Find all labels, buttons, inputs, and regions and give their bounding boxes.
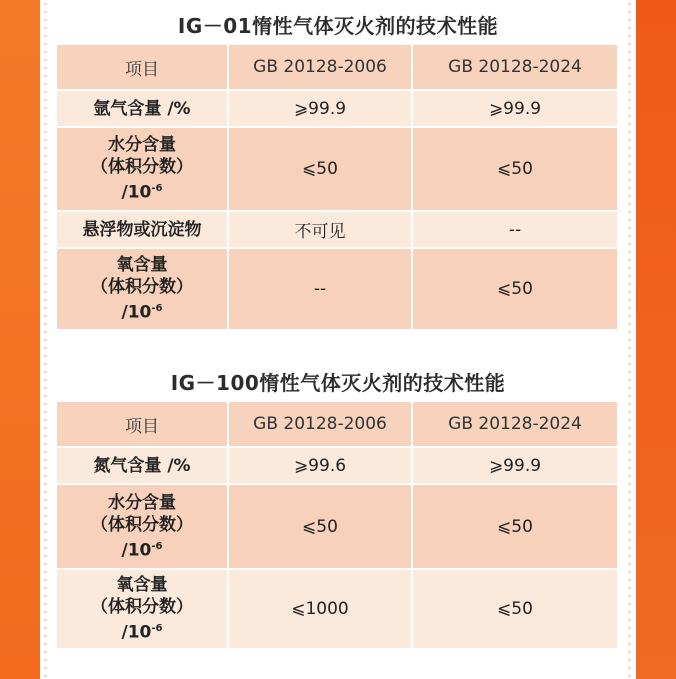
label-line: 水分含量 (108, 135, 176, 156)
ig01-spec-table (56, 44, 618, 330)
cell-2006: 不可见 (228, 211, 412, 248)
row-label (56, 248, 228, 330)
cell-2006: ⩽50 (228, 484, 412, 569)
cell-2006: ⩽1000 (228, 569, 412, 649)
label-line: $/10^{-6}$ (121, 302, 163, 323)
label-line: $/10^{-6}$ (121, 540, 163, 561)
header-item: 项目 (56, 44, 228, 90)
row-label: 氩气含量 /% (56, 90, 228, 127)
dotted-line-left (44, 0, 47, 679)
ig100-spec-table (56, 401, 618, 649)
superscript: -6 (151, 183, 163, 195)
cell-2024: ⩽50 (412, 127, 618, 211)
table-header-row (56, 401, 618, 447)
label-line: $/10^{-6}$ (121, 622, 163, 643)
table-row (56, 90, 618, 127)
cell-2006: ⩽50 (228, 127, 412, 211)
table-row (56, 248, 618, 330)
label-line: （体积分数） (91, 597, 193, 618)
cell-2006: ⩾99.9 (228, 90, 412, 127)
table-header-row (56, 44, 618, 90)
table-row (56, 127, 618, 211)
cell-2024: ⩾99.9 (412, 90, 618, 127)
label-line: （体积分数） (91, 157, 193, 178)
label-line: 氧含量 (116, 255, 168, 276)
label-line: $/10^{-6}$ (121, 182, 163, 203)
left-orange-border (0, 0, 40, 679)
table-row (56, 569, 618, 649)
cell-2024: ⩽50 (412, 248, 618, 330)
label-line: 氧含量 (116, 575, 168, 596)
section2-title: IG－100惰性气体灭火剂的技术性能 (170, 371, 506, 395)
superscript: -6 (151, 540, 163, 552)
row-label (56, 484, 228, 569)
cell-2024: -- (412, 211, 618, 248)
label-line: （体积分数） (91, 514, 193, 535)
row-label (56, 127, 228, 211)
header-gb2024: GB 20128-2024 (412, 44, 618, 90)
table-row (56, 211, 618, 248)
cell-2024: ⩾99.9 (412, 447, 618, 484)
dotted-line-right (628, 0, 631, 679)
header-gb2006: GB 20128-2006 (228, 401, 412, 447)
label-line: （体积分数） (91, 277, 193, 298)
section1-title: IG－01惰性气体灭火剂的技术性能 (177, 14, 499, 38)
header-item: 项目 (56, 401, 228, 447)
table-row (56, 447, 618, 484)
header-gb2024: GB 20128-2024 (412, 401, 618, 447)
cell-2024: ⩽50 (412, 569, 618, 649)
right-orange-border (636, 0, 676, 679)
row-label (56, 569, 228, 649)
superscript: -6 (151, 303, 163, 315)
header-gb2006: GB 20128-2006 (228, 44, 412, 90)
table-row (56, 484, 618, 569)
row-label: 氮气含量 /% (56, 447, 228, 484)
label-line: 水分含量 (108, 492, 176, 513)
superscript: -6 (151, 623, 163, 635)
cell-2024: ⩽50 (412, 484, 618, 569)
row-label: 悬浮物或沉淀物 (56, 211, 228, 248)
cell-2006: -- (228, 248, 412, 330)
cell-2006: ⩾99.6 (228, 447, 412, 484)
